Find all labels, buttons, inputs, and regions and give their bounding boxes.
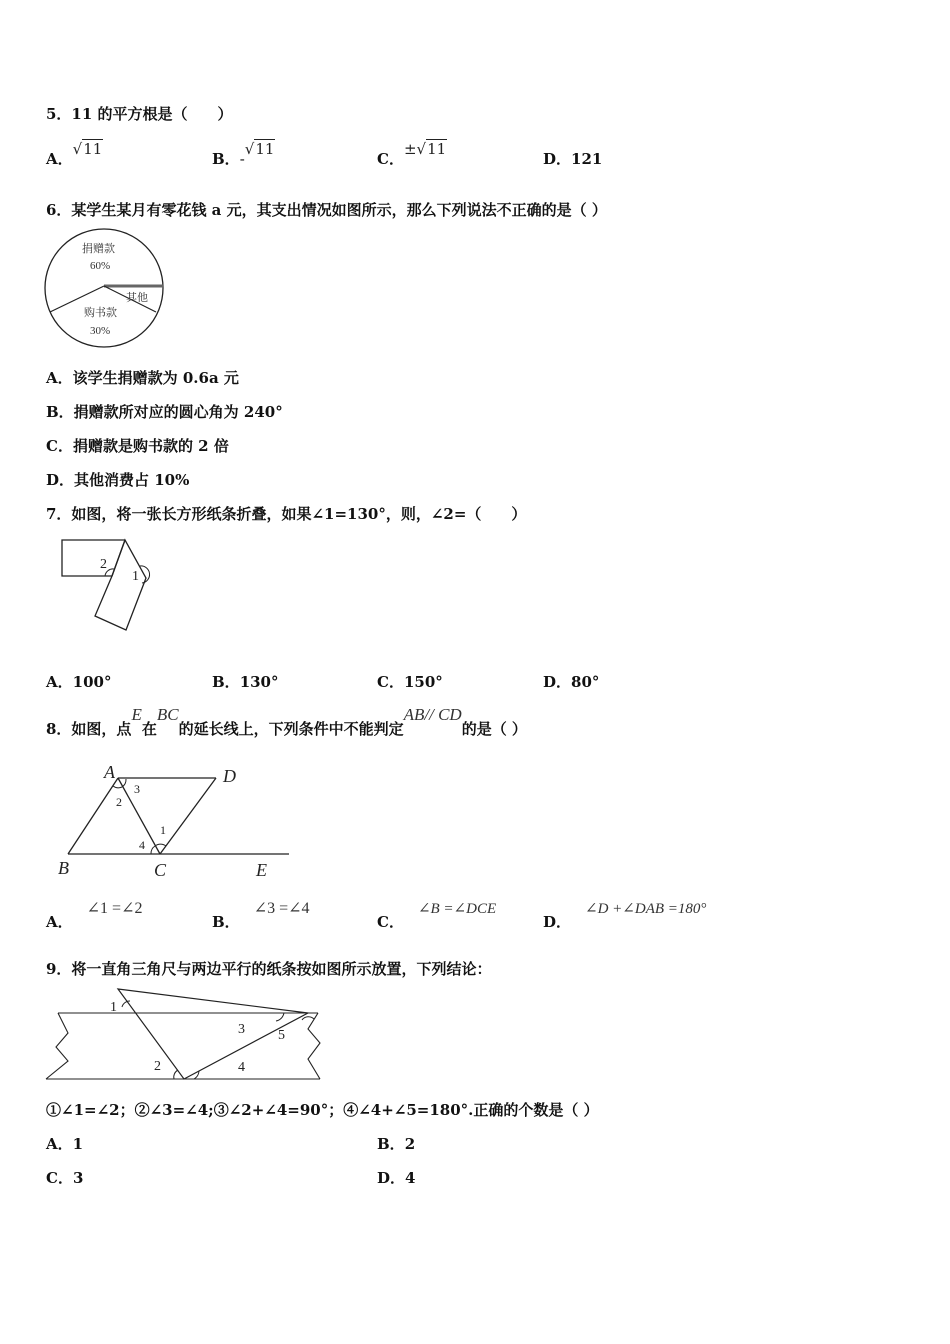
q7-angle-2-label: 2 xyxy=(100,557,107,572)
q8-option-d: D．∠D +∠DAB =180° xyxy=(543,901,707,931)
q9-conclusions: ①∠1=∠2；②∠3=∠4;③∠2+∠4=90°；④∠4+∠5=180°.正确的个数是（ ） xyxy=(46,1101,599,1119)
q7-folded-strip-figure xyxy=(60,538,160,633)
q8-point-c: C xyxy=(154,860,167,880)
q8-angle-1: 1 xyxy=(160,823,166,837)
q9-angle-1: 1 xyxy=(110,1000,117,1015)
q6-option-b: B．捐赠款所对应的圆心角为 240° xyxy=(46,403,283,421)
q8-angle-4: 4 xyxy=(139,838,145,852)
q6-option-c: C．捐赠款是购书款的 2 倍 xyxy=(46,437,229,455)
pie-pct-books: 30% xyxy=(90,325,111,337)
q7-angle-1-label: 1 xyxy=(132,569,139,584)
pie-label-books: 购书款 xyxy=(84,307,117,319)
q9-angle-3: 3 xyxy=(238,1022,245,1037)
q8-point-a: A xyxy=(104,762,115,782)
q8-stem: 8．如图，点E在BC的延长线上，下列条件中不能判定AB// CD的是（ ） xyxy=(46,705,527,738)
q7-option-c: C．150° xyxy=(377,673,443,691)
q6-stem: 6．某学生某月有零花钱 a 元，其支出情况如图所示，那么下列说法不正确的是（ ） xyxy=(46,201,607,219)
q5-stem: 5．11 的平方根是（ ） xyxy=(46,105,233,123)
q8-parallelogram-figure xyxy=(56,762,296,882)
q7-option-a: A．100° xyxy=(46,673,112,691)
pie-pct-donation: 60% xyxy=(90,260,111,272)
q5-option-d: D．121 xyxy=(543,150,603,168)
q9-angle-2: 2 xyxy=(154,1059,161,1074)
q5-option-a: A．√11 xyxy=(46,140,103,168)
q8-point-e: E xyxy=(256,860,267,880)
q8-point-b: B xyxy=(58,858,69,878)
q6-option-d: D．其他消费占 10% xyxy=(46,471,190,489)
pie-label-donation: 捐赠款 xyxy=(82,243,115,255)
q8-angle-3: 3 xyxy=(134,782,140,796)
q8-option-c: C．∠B =∠DCE xyxy=(377,901,497,931)
q9-angle-4: 4 xyxy=(238,1060,245,1075)
pie-label-other: 其他 xyxy=(126,292,148,304)
q8-option-a: A．∠1 =∠2 xyxy=(46,900,143,931)
q9-triangle-strip-figure xyxy=(44,985,324,1085)
q9-option-c: C．3 xyxy=(46,1169,84,1187)
q8-angle-2: 2 xyxy=(116,795,122,809)
q9-option-d: D．4 xyxy=(377,1169,416,1187)
q8-point-d: D xyxy=(223,766,236,786)
q9-option-b: B．2 xyxy=(377,1135,416,1153)
q6-pie-chart xyxy=(44,228,166,350)
q7-stem: 7．如图，将一张长方形纸条折叠，如果∠1=130°，则，∠2=（ ） xyxy=(46,505,527,523)
q9-stem: 9．将一直角三角尺与两边平行的纸条按如图所示放置，下列结论： xyxy=(46,960,492,978)
q9-option-a: A．1 xyxy=(46,1135,84,1153)
q5-option-b: B．-√11 xyxy=(212,140,275,168)
q6-option-a: A．该学生捐赠款为 0.6a 元 xyxy=(46,369,239,387)
q5-option-c: C．±√11 xyxy=(377,140,447,168)
q7-option-d: D．80° xyxy=(543,673,600,691)
q7-option-b: B．130° xyxy=(212,673,279,691)
q8-option-b: B．∠3 =∠4 xyxy=(212,900,310,931)
q9-angle-5: 5 xyxy=(278,1028,285,1043)
